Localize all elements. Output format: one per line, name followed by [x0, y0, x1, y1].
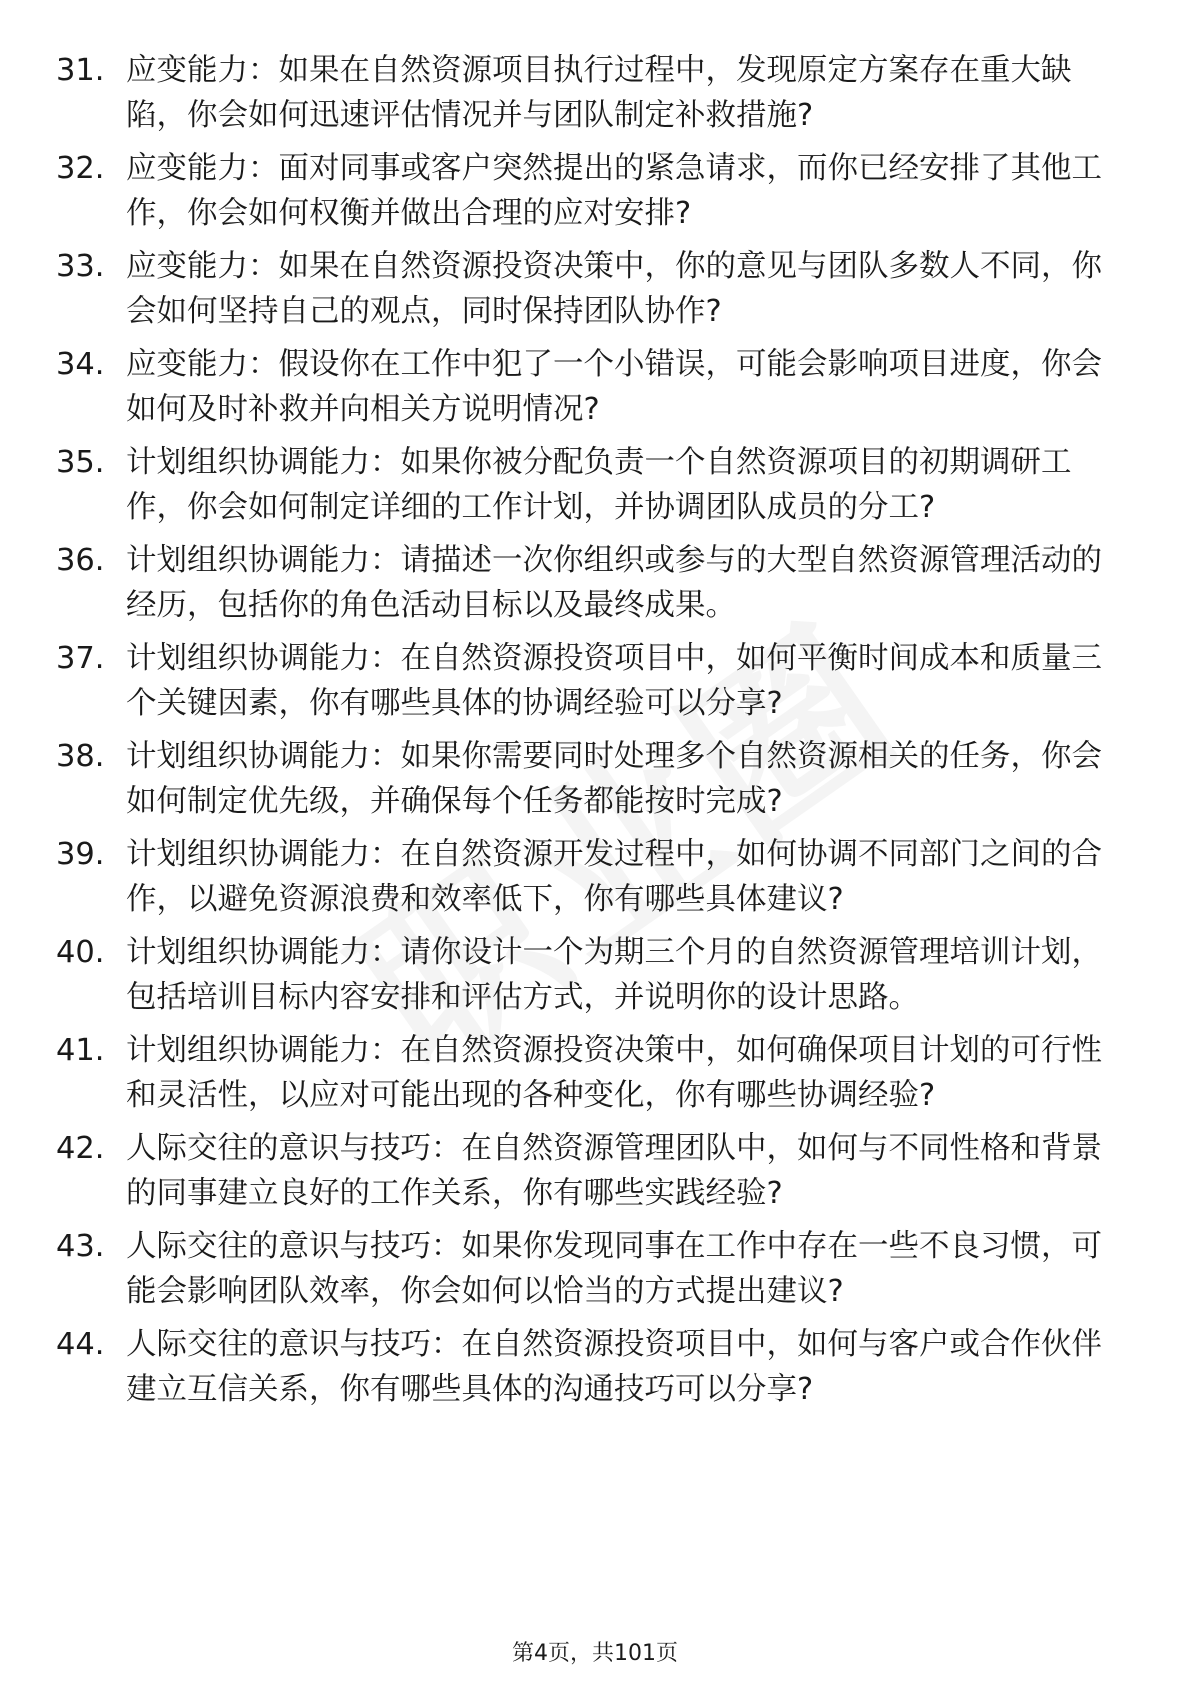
question-number: 44.: [56, 1327, 105, 1362]
question-text: 人际交往的意识与技巧：在自然资源投资项目中，如何与客户或合作伙伴建立互信关系，你有哪些具体的沟通技巧可以分享?: [126, 1327, 1102, 1407]
question-item: [56, 930, 1116, 1020]
question-item: [56, 1028, 1116, 1118]
question-text: 应变能力：如果在自然资源投资决策中，你的意见与团队多数人不同，你会如何坚持自己的观点，同时保持团队协作?: [126, 249, 1102, 329]
question-number: 35.: [56, 445, 105, 480]
question-text: 计划组织协调能力：在自然资源开发过程中，如何协调不同部门之间的合作，以避免资源浪费和效率低下，你有哪些具体建议?: [126, 837, 1102, 917]
question-text: 计划组织协调能力：在自然资源投资项目中，如何平衡时间成本和质量三个关键因素，你有哪些具体的协调经验可以分享?: [126, 641, 1102, 721]
question-item: [56, 342, 1116, 432]
question-number: 37.: [56, 641, 105, 676]
question-item: [56, 832, 1116, 922]
question-number: 31.: [56, 53, 105, 88]
question-text: 应变能力：如果在自然资源项目执行过程中，发现原定方案存在重大缺陷，你会如何迅速评估情况并与团队制定补救措施?: [126, 53, 1072, 133]
page-footer: 第4页，共101页: [512, 1641, 678, 1666]
question-text: 计划组织协调能力：在自然资源投资决策中，如何确保项目计划的可行性和灵活性，以应对可能出现的各种变化，你有哪些协调经验?: [126, 1033, 1102, 1113]
question-text: 计划组织协调能力：请描述一次你组织或参与的大型自然资源管理活动的经历，包括你的角色活动目标以及最终成果。: [126, 543, 1102, 623]
question-number: 42.: [56, 1131, 105, 1166]
question-item: [56, 440, 1116, 530]
question-text: 计划组织协调能力：如果你需要同时处理多个自然资源相关的任务，你会如何制定优先级，并确保每个任务都能按时完成?: [126, 739, 1102, 819]
question-number: 36.: [56, 543, 105, 578]
question-item: [56, 146, 1116, 236]
question-text: 计划组织协调能力：如果你被分配负责一个自然资源项目的初期调研工作，你会如何制定详细的工作计划，并协调团队成员的分工?: [126, 445, 1072, 525]
question-number: 33.: [56, 249, 105, 284]
question-list: [56, 48, 1116, 1420]
question-item: [56, 734, 1116, 824]
question-text: 人际交往的意识与技巧：如果你发现同事在工作中存在一些不良习惯，可能会影响团队效率，你会如何以恰当的方式提出建议?: [126, 1229, 1102, 1309]
question-item: [56, 244, 1116, 334]
question-item: [56, 1126, 1116, 1216]
question-text: 人际交往的意识与技巧：在自然资源管理团队中，如何与不同性格和背景的同事建立良好的工作关系，你有哪些实践经验?: [126, 1131, 1102, 1211]
question-item: [56, 48, 1116, 138]
question-number: 32.: [56, 151, 105, 186]
question-item: [56, 1224, 1116, 1314]
question-text: 应变能力：假设你在工作中犯了一个小错误，可能会影响项目进度，你会如何及时补救并向相关方说明情况?: [126, 347, 1102, 427]
question-text: 应变能力：面对同事或客户突然提出的紧急请求，而你已经安排了其他工作，你会如何权衡并做出合理的应对安排?: [126, 151, 1102, 231]
question-number: 39.: [56, 837, 105, 872]
question-number: 41.: [56, 1033, 105, 1068]
question-item: [56, 538, 1116, 628]
question-number: 38.: [56, 739, 105, 774]
question-number: 43.: [56, 1229, 105, 1264]
question-number: 40.: [56, 935, 105, 970]
question-text: 计划组织协调能力：请你设计一个为期三个月的自然资源管理培训计划，包括培训目标内容安排和评估方式，并说明你的设计思路。: [126, 935, 1102, 1015]
question-number: 34.: [56, 347, 105, 382]
question-item: [56, 636, 1116, 726]
question-item: [56, 1322, 1116, 1412]
